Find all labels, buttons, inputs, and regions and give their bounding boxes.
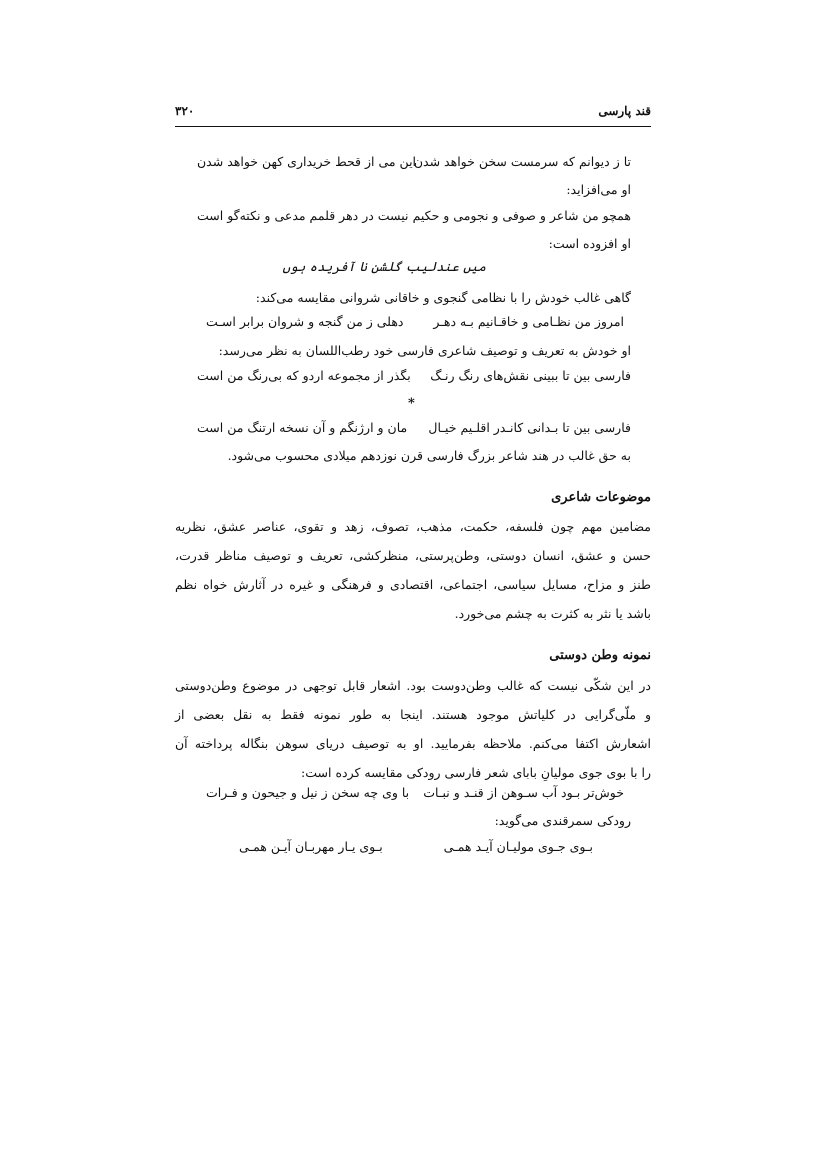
second-hemistich: بـوی یـار مهربـان آیـن همـی <box>239 839 383 854</box>
paragraph-line: حسن و عشق، انسان دوستی، وطن‌پرستی، منظرکشی، تعریف و توصیف مناظر قدرت، <box>175 548 651 563</box>
page-number: ۳۲۰ <box>175 104 195 118</box>
paragraph-line: مضامین مهم چون فلسفه، حکمت، مذهب، تصوف، زهد و تقوی، عناصر عشق، نظریه <box>175 519 651 534</box>
section-heading-patriotism: نمونه وطن دوستی <box>549 648 651 663</box>
text-line: رودکی سمرقندی می‌گوید: <box>494 813 631 828</box>
paragraph-line: باشد یا نثر به کثرت به چشم می‌خورد. <box>454 606 651 621</box>
first-hemistich: فارسی بین تا بـدانی کانـدر اقلـیم خیـال <box>428 420 631 435</box>
first-hemistich: فارسی بین تا ببینی نقش‌های رنگ رنـگ <box>430 368 631 383</box>
first-hemistich: خوش‌تر بـود آب سـوهن از قنـد و نبـات <box>423 785 624 800</box>
second-hemistich: بگذر از مجموعه اردو که بی‌رنگ من است <box>197 368 411 383</box>
verse-couplet <box>206 783 624 805</box>
verse-couplet <box>197 418 631 440</box>
second-hemistich: با وی چه سخن ز نیل و جیحون و فـرات <box>206 785 410 800</box>
separator-asterisk: * <box>408 396 415 411</box>
verse-couplet <box>197 152 631 174</box>
text-line: به حق غالب در هند شاعر بزرگ فارسی قرن نوزدهم میلادی محسوب می‌شود. <box>227 448 631 463</box>
urdu-verse: میں عندلیب گلشن نا آفریدہ ہوں <box>282 260 486 275</box>
paragraph-poetic-themes <box>175 512 651 628</box>
second-hemistich: نیست در دهر قلمم مدعی و نکته‌گو است <box>197 208 409 223</box>
verse-couplet <box>206 312 624 334</box>
section-heading-poetic-themes: موضوعات شاعری <box>551 490 651 505</box>
paragraph-line: اشعارش اکتفا می‌کنم. ملاحظه بفرمایید. او به توصیف دریای سوهن بنگاله پرداخته آن <box>175 736 651 751</box>
verse-couplet <box>197 366 631 388</box>
verse-couplet <box>197 206 631 228</box>
paragraph-line: طنز و مزاح، مسایل سیاسی، اجتماعی، اقتصادی و فرهنگی و غیره در آثارش خواه نظم <box>175 577 651 592</box>
second-hemistich: مان و ارژنگم و آن نسخه ارتنگ من است <box>197 420 408 435</box>
second-hemistich: این می از قحط خریداری کهن خواهد شدن <box>197 154 417 169</box>
text-line: او می‌افزاید: <box>566 182 631 197</box>
paragraph-line: در این شکّی نیست که غالب وطن‌دوست بود. اشعار قابل توجهی در موضوع وطن‌دوستی <box>175 678 651 693</box>
text-line: او افزوده است: <box>548 236 631 251</box>
verse-couplet <box>239 837 593 859</box>
first-hemistich: امروز من نظـامی و خاقـانیم بـه دهـر <box>433 314 624 329</box>
first-hemistich: تا ز دیوانم که سرمست سخن خواهد شدن <box>413 154 631 169</box>
text-line: گاهی غالب خودش را با نظامی گنجوی و خاقانی شروانی مقایسه می‌کند: <box>255 290 631 305</box>
first-hemistich: بـوی جـوی مولیـان آیـد همـی <box>443 839 593 854</box>
first-hemistich: همچو من شاعر و صوفی و نجومی و حکیم <box>412 208 631 223</box>
second-hemistich: دهلی ز من گنجه و شروان برابر اسـت <box>206 314 404 329</box>
text-line: او خودش به تعریف و توصیف شاعری فارسی خود رطب‌اللسان به نظر می‌رسد: <box>218 343 631 358</box>
paragraph-patriotism <box>175 671 651 787</box>
header-divider <box>175 126 651 127</box>
running-header-title: قند پارسی <box>598 104 651 118</box>
paragraph-line: را با بوی جوی مولیانِ بابای شعر فارسی رودکی مقایسه کرده است: <box>301 765 651 780</box>
paragraph-line: و ملّی‌گرایی در کلیاتش موجود هستند. اینجا به طور نمونه فقط به نقل بعضی از <box>175 707 651 722</box>
